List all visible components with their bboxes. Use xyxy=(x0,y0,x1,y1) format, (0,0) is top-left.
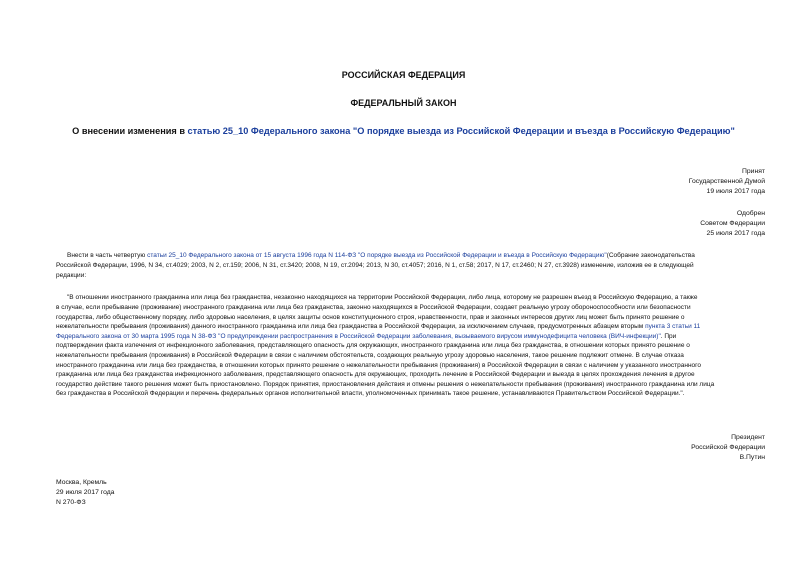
approved-block xyxy=(700,209,765,239)
adopted-line-3: 19 июля 2017 года xyxy=(706,188,765,195)
quote-line-5-post: . При xyxy=(660,332,677,340)
intro-continuation xyxy=(56,261,768,280)
quote-line-3: государства, либо общественному порядку, либо здоровью населения, в целях защиты основ конституционного строя, нравственности, прав и законных интересов других лиц может быть принято решение о xyxy=(56,313,685,321)
doc-type-heading: ФЕДЕРАЛЬНЫЙ ЗАКОН xyxy=(350,98,457,108)
quote-line-6: подтверждении факта излечения от инфекционного заболевания, представляющего опасность для окружающих, иностранного гражданина или лица без гражданства, в отношении которых принято решение о xyxy=(56,342,690,350)
quote-line-11: без гражданства в Российской Федерации и перечень федеральных органов исполнительной власти, уполномоченных принимать такое решение, устанавливаются Правительством Российской Федерации.". xyxy=(56,390,685,398)
intro-rest-1: (Собрание законодательства xyxy=(606,252,695,259)
place-line-3: N 270-ФЗ xyxy=(56,499,86,506)
intro-rest-2: Российской Федерации, 1996, N 34, ст.4029; 2003, N 2, ст.159; 2006, N 31, ст.3420; 2008, N 19, ст.2094; 2013, N 30, ст.4057; 2016, N 1, ст.58; 2017, N 17, ст.2460; N 27, ст.3928) изменение, изложив ее в следующей xyxy=(56,262,694,269)
quote-line-7: нежелательности пребывания (проживания) в Российской Федерации в связи с наличием обстоятельств, создающих реальную угрозу здоровью населения, такое решение подлежит отмене. В случае отказа xyxy=(56,351,684,359)
law-title-prefix: О внесении изменения в xyxy=(72,126,188,136)
quote-line-8: иностранного гражданина или лица без гражданства, в отношении которых принято решение о нежелательности пребывания (проживания) в Российской Федерации в связи с наличием у указанного иностранного xyxy=(56,361,702,369)
signature-line-2: Российской Федерации xyxy=(691,444,765,451)
intro-prefix: Внести в часть четвертую xyxy=(67,252,148,259)
place-block xyxy=(56,478,114,508)
intro-law-link[interactable]: статьи 25_10 Федерального закона от 15 августа 1996 года N 114-ФЗ "О порядке выезда из Российской Федерации и въезда в Российскую Федерацию" xyxy=(147,252,607,259)
approved-line-2: Советом Федерации xyxy=(700,220,765,227)
quote-line-1: "В отношении иностранного гражданина или лица без гражданства, незаконно находящихся на территории Российской Федерации, либо лица, которому не разрешен въезд в Российскую Федерацию, а также xyxy=(67,294,698,301)
place-line-1: Москва, Кремль xyxy=(56,479,107,486)
place-line-2: 29 июля 2017 года xyxy=(56,489,115,496)
law-title-link[interactable]: статью 25_10 Федерального закона "О порядке выезда из Российской Федерации и въезда в Российскую Федерацию" xyxy=(187,126,735,136)
signature-line-3: В.Путин xyxy=(739,454,765,461)
intro-paragraph xyxy=(67,251,767,261)
country-heading: РОССИЙСКАЯ ФЕДЕРАЦИЯ xyxy=(341,70,466,80)
adopted-line-1: Принят xyxy=(741,168,765,175)
signature-line-1: Президент xyxy=(731,434,765,441)
quote-body xyxy=(56,303,768,399)
law-title xyxy=(0,126,807,136)
quote-law-link[interactable]: Федерального закона от 30 марта 1995 года N 38-ФЗ "О предупреждении распространения в Российской Федерации заболевания, вызываемого вирусом иммунодефицита человека (ВИЧ-инфекции)" xyxy=(56,332,661,340)
quote-first-line xyxy=(67,293,767,303)
quote-line-4: нежелательности пребывания (проживания) данного иностранного гражданина или лица без гражданства в Российской Федерации, за исключением случаев, предусмотренных абзацем вторым xyxy=(56,323,646,331)
intro-rest-3: редакции: xyxy=(56,271,87,279)
approved-line-1: Одобрен xyxy=(736,210,765,217)
adopted-line-2: Государственной Думой xyxy=(688,178,765,185)
quote-line-9: гражданина или лица без гражданства инфекционного заболевания, представляющего опасность для окружающих, проходить лечение в Российской Федерации и выезда в целях прохождения лечения в другое xyxy=(56,371,695,379)
signature-block xyxy=(691,433,765,463)
quote-line-2: в случае, если пребывание (проживание) иностранного гражданина или лица без гражданства, законно находящихся в Российской Федерации, создает реальную угрозу обороноспособности или безопасности xyxy=(56,304,691,311)
adopted-block xyxy=(689,167,765,197)
approved-line-3: 25 июля 2017 года xyxy=(706,230,765,237)
quote-article-link[interactable]: пункта 3 статьи 11 xyxy=(645,323,701,331)
quote-line-10: государство действие такого решения может быть приостановлено. Порядок принятия, приостановления действия и отмены решения о нежелательности пребывания (проживания) иностранного гражданина или лица xyxy=(56,380,715,388)
